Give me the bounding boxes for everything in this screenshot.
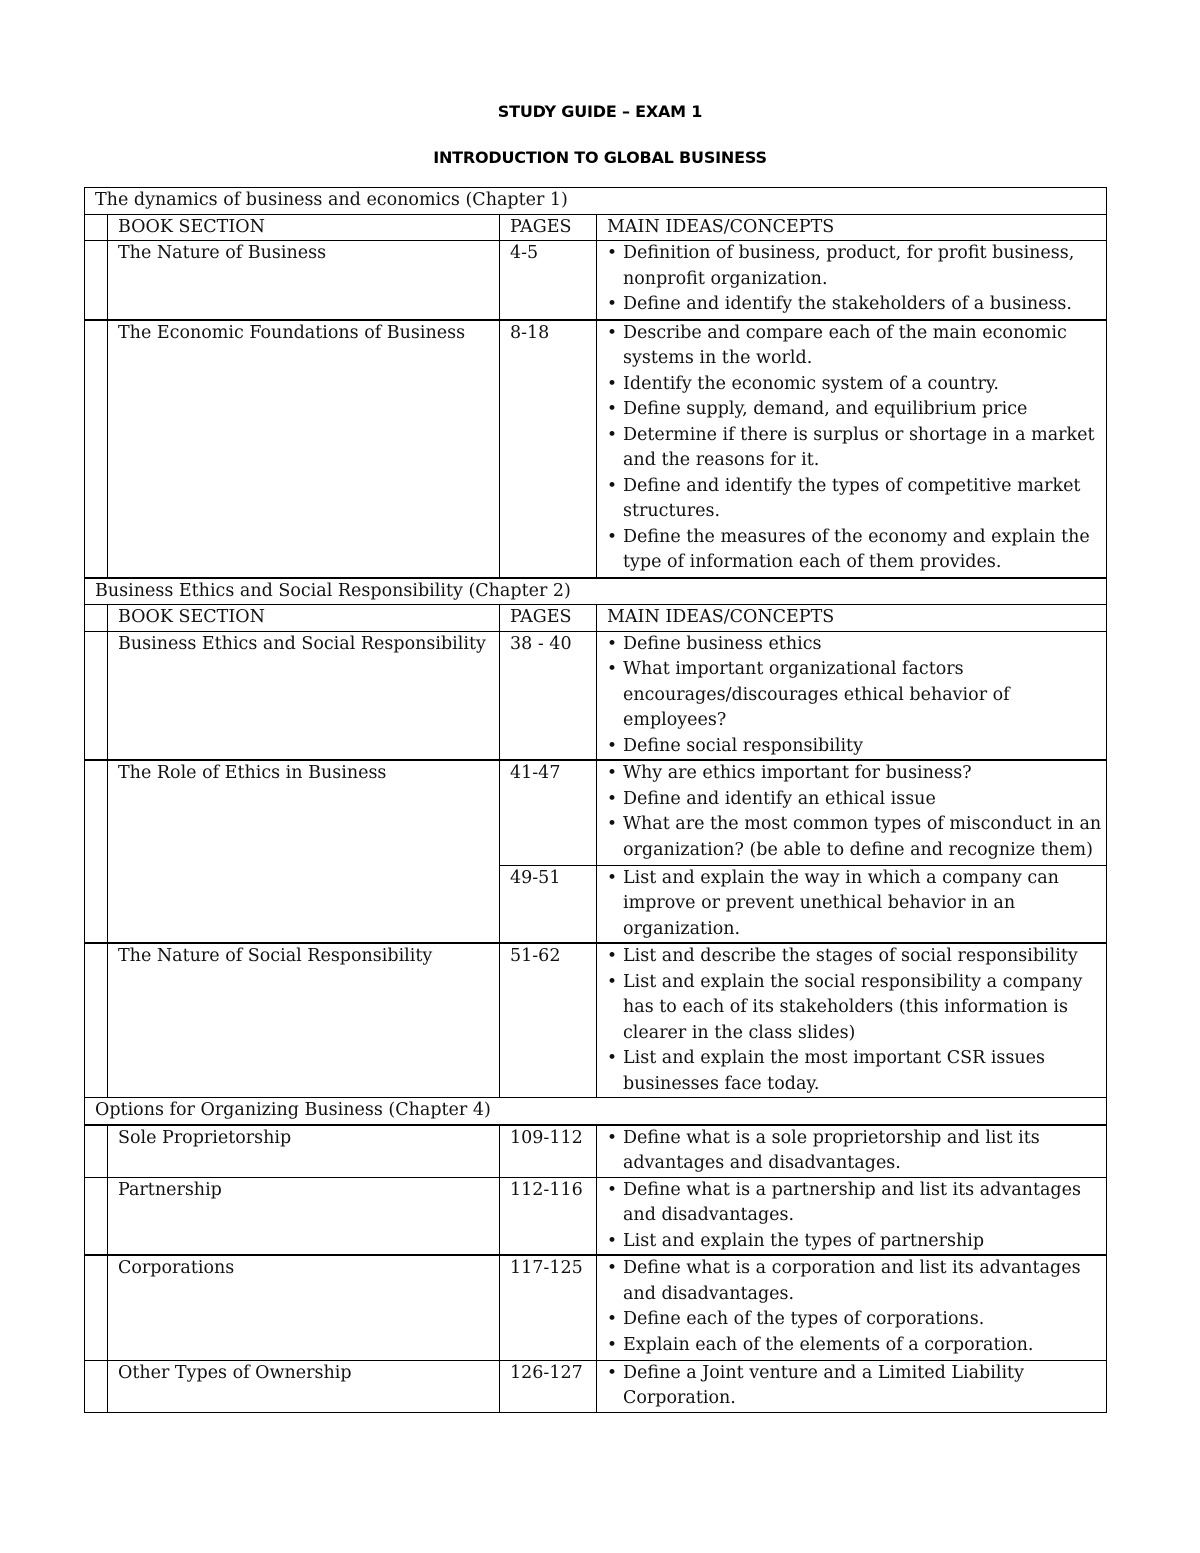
idea-item: • Define and identify an ethical issue <box>607 787 1106 813</box>
header-main-ideas: MAIN IDEAS/CONCEPTS <box>597 214 1107 241</box>
indent-cell <box>85 1360 108 1412</box>
idea-item: • List and explain the most important CSR issues businesses face today. <box>607 1046 1106 1097</box>
document-subtitle: INTRODUCTION TO GLOBAL BUSINESS <box>433 148 767 167</box>
idea-item: • Define and identify the stakeholders of a business. <box>607 292 1106 318</box>
main-ideas <box>597 1255 1107 1360</box>
main-ideas <box>597 1177 1107 1255</box>
idea-item: • Describe and compare each of the main economic systems in the world. <box>607 321 1106 372</box>
indent-cell <box>85 605 108 632</box>
idea-item: • Define social responsibility <box>607 734 1106 760</box>
chapter-heading: The dynamics of business and economics (Chapter 1) <box>85 188 1107 215</box>
header-pages: PAGES <box>500 214 597 241</box>
book-section: Corporations <box>108 1255 500 1360</box>
document-title: STUDY GUIDE – EXAM 1 <box>497 102 703 121</box>
idea-item: • Determine if there is surplus or shortage in a market and the reasons for it. <box>607 423 1106 474</box>
book-section: Other Types of Ownership <box>108 1360 500 1412</box>
pages: 38 - 40 <box>500 631 597 760</box>
idea-item: • Identify the economic system of a country. <box>607 372 1106 398</box>
idea-item: • What important organizational factors encourages/discourages ethical behavior of employees? <box>607 657 1106 734</box>
header-pages: PAGES <box>500 605 597 632</box>
indent-cell <box>85 631 108 760</box>
book-section: Business Ethics and Social Responsibility <box>108 631 500 760</box>
idea-item: • List and describe the stages of social responsibility <box>607 944 1106 970</box>
book-section: Partnership <box>108 1177 500 1255</box>
indent-cell <box>85 943 108 1098</box>
chapter-heading: Business Ethics and Social Responsibility (Chapter 2) <box>85 578 1107 605</box>
main-ideas <box>597 241 1107 320</box>
book-section: The Nature of Social Responsibility <box>108 943 500 1098</box>
pages: 8-18 <box>500 320 597 578</box>
pages: 41-47 <box>500 760 597 865</box>
indent-cell <box>85 1125 108 1178</box>
idea-item: • Define business ethics <box>607 632 1106 658</box>
pages: 49-51 <box>500 865 597 943</box>
pages: 126-127 <box>500 1360 597 1412</box>
book-section: Sole Proprietorship <box>108 1125 500 1178</box>
indent-cell <box>85 760 108 943</box>
pages: 112-116 <box>500 1177 597 1255</box>
indent-cell <box>85 214 108 241</box>
main-ideas <box>597 760 1107 865</box>
header-main-ideas: MAIN IDEAS/CONCEPTS <box>597 605 1107 632</box>
idea-item: • List and explain the way in which a company can improve or prevent unethical behavior in an organization. <box>607 866 1106 943</box>
pages: 51-62 <box>500 943 597 1098</box>
main-ideas <box>597 1360 1107 1412</box>
book-section: The Role of Ethics in Business <box>108 760 500 943</box>
indent-cell <box>85 1255 108 1360</box>
idea-item: • Why are ethics important for business? <box>607 761 1106 787</box>
main-ideas <box>597 1125 1107 1178</box>
pages: 109-112 <box>500 1125 597 1178</box>
idea-item: • Define and identify the types of competitive market structures. <box>607 474 1106 525</box>
indent-cell <box>85 241 108 320</box>
main-ideas <box>597 865 1107 943</box>
idea-item: • Define what is a partnership and list its advantages and disadvantages. <box>607 1178 1106 1229</box>
indent-cell <box>85 320 108 578</box>
idea-item: • What are the most common types of misconduct in an organization? (be able to define and recognize them) <box>607 812 1106 863</box>
idea-item: • Define what is a corporation and list its advantages and disadvantages. <box>607 1256 1106 1307</box>
main-ideas <box>597 631 1107 760</box>
main-ideas <box>597 943 1107 1098</box>
study-guide-table <box>84 187 1107 1413</box>
chapter-heading: Options for Organizing Business (Chapter 4) <box>85 1098 1107 1125</box>
pages: 4-5 <box>500 241 597 320</box>
idea-item: • Definition of business, product, for profit business, nonprofit organization. <box>607 241 1106 292</box>
idea-item: • Define each of the types of corporations. <box>607 1307 1106 1333</box>
idea-item: • Explain each of the elements of a corporation. <box>607 1333 1106 1359</box>
main-ideas <box>597 320 1107 578</box>
indent-cell <box>85 1177 108 1255</box>
header-book-section: BOOK SECTION <box>108 605 500 632</box>
idea-item: • List and explain the social responsibility a company has to each of its stakeholders (this information is clearer in the class slides) <box>607 970 1106 1047</box>
pages: 117-125 <box>500 1255 597 1360</box>
idea-item: • Define supply, demand, and equilibrium price <box>607 397 1106 423</box>
idea-item: • List and explain the types of partnership <box>607 1229 1106 1255</box>
idea-item: • Define what is a sole proprietorship and list its advantages and disadvantages. <box>607 1126 1106 1177</box>
book-section: The Nature of Business <box>108 241 500 320</box>
book-section: The Economic Foundations of Business <box>108 320 500 578</box>
header-book-section: BOOK SECTION <box>108 214 500 241</box>
idea-item: • Define a Joint venture and a Limited Liability Corporation. <box>607 1361 1106 1412</box>
idea-item: • Define the measures of the economy and explain the type of information each of them provides. <box>607 525 1106 576</box>
